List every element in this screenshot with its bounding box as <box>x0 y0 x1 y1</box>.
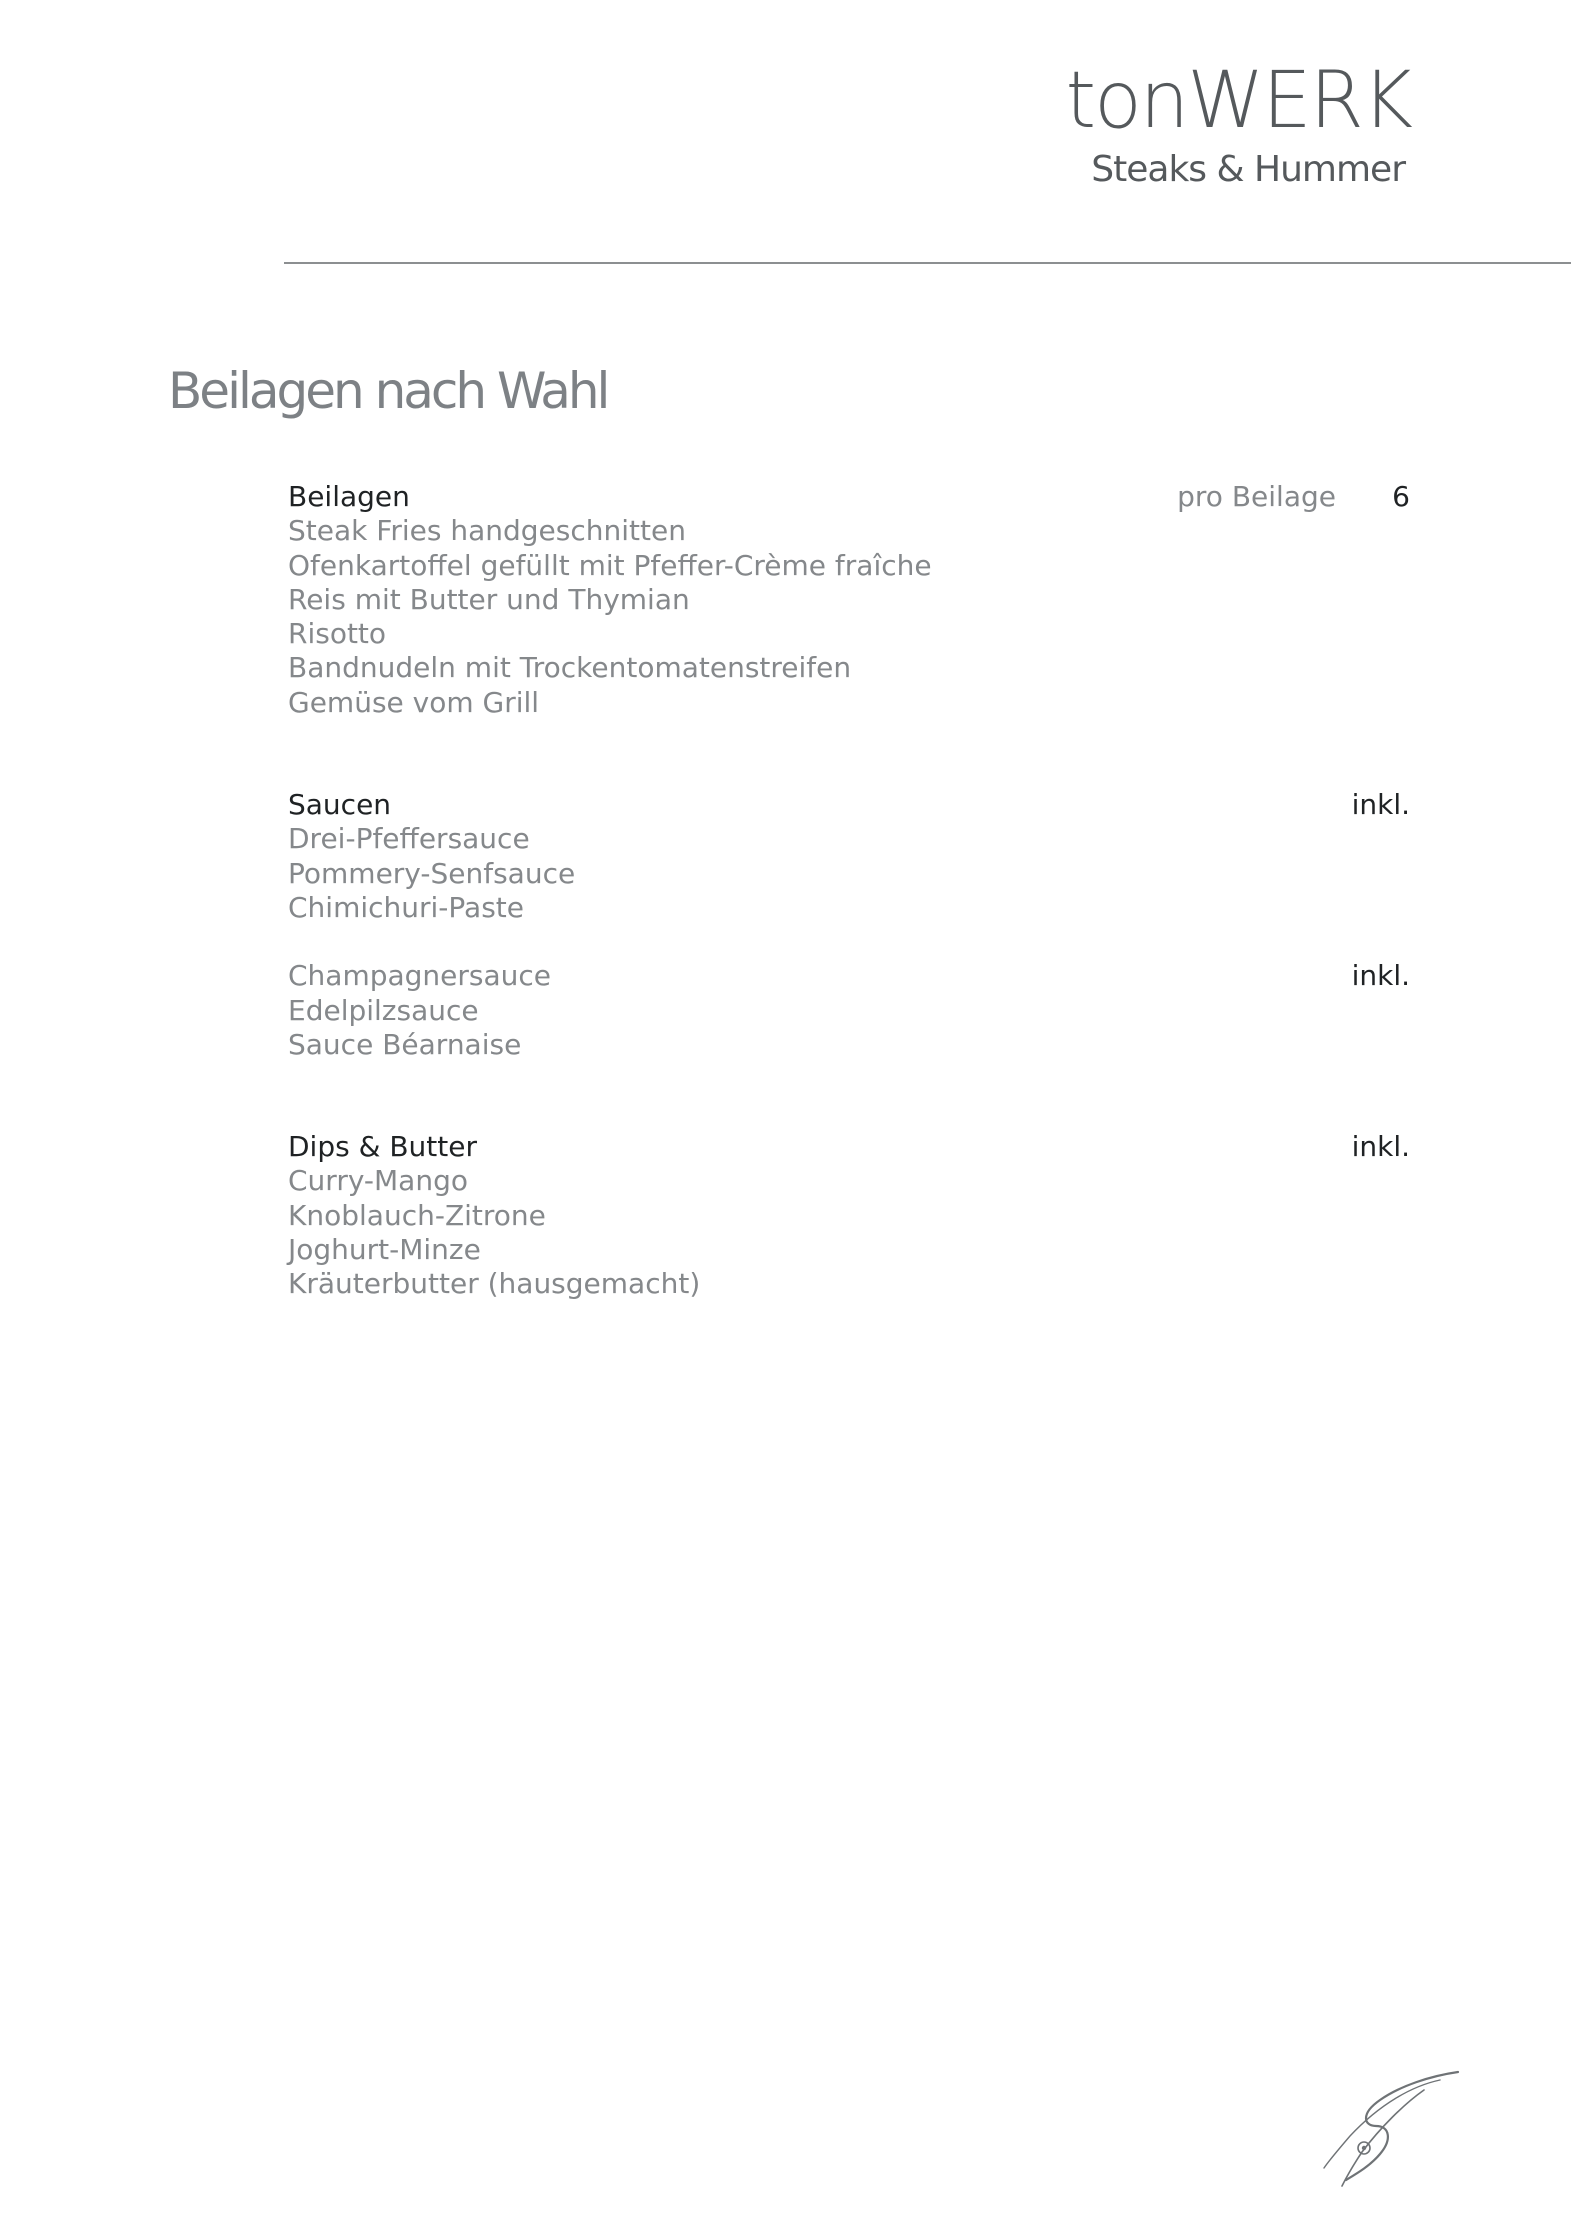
menu-section-saucen <box>288 788 1410 1062</box>
menu-item: Knoblauch-Zitrone <box>288 1198 546 1232</box>
brand-name: tonWERK <box>1065 56 1411 146</box>
menu-item: Pommery-Senfsauce <box>288 856 576 890</box>
menu-item: Kräuterbutter (hausgemacht) <box>288 1267 701 1301</box>
menu-item: Ofenkartoffel gefüllt mit Pfeffer-Crème fraîche <box>288 548 932 582</box>
menu-item: Sauce Béarnaise <box>288 1027 522 1061</box>
menu-heading: Beilagen <box>288 480 410 513</box>
menu-item: Edelpilzsauce <box>288 993 479 1027</box>
menu-item-row <box>288 959 1410 993</box>
price-value: inkl. <box>1351 959 1410 993</box>
header-divider <box>284 262 1571 264</box>
menu-item: Champagnersauce <box>288 959 552 993</box>
brand-tagline: Steaks & Hummer <box>1091 149 1405 190</box>
menu-section-dips <box>288 1130 1410 1301</box>
menu-item: Risotto <box>288 617 387 651</box>
menu-heading-row <box>288 1130 1410 1164</box>
menu-heading: Dips & Butter <box>288 1130 477 1164</box>
menu-group <box>288 1130 1410 1301</box>
page-title: Beilagen nach Wahl <box>168 362 608 420</box>
menu-heading-row <box>288 480 1410 514</box>
menu-item: Gemüse vom Grill <box>288 685 540 719</box>
menu-item: Bandnudeln mit Trockentomatenstreifen <box>288 651 852 685</box>
menu-group <box>288 788 1410 925</box>
menu-heading: Saucen <box>288 788 392 822</box>
menu-heading-row <box>288 788 1410 822</box>
menu-item: Joghurt-Minze <box>288 1233 481 1267</box>
menu-item: Chimichuri-Paste <box>288 890 524 924</box>
menu-list <box>288 480 1410 1370</box>
menu-item: Steak Fries handgeschnitten <box>288 514 686 548</box>
brand-emblem-icon <box>1320 2070 1460 2190</box>
menu-item: Reis mit Butter und Thymian <box>288 582 690 616</box>
price-value: inkl. <box>1351 1130 1410 1164</box>
brand-logo <box>1065 56 1412 190</box>
menu-item: Drei-Pfeffersauce <box>288 822 530 856</box>
price-value: 6 <box>1392 480 1410 513</box>
price-value: inkl. <box>1351 788 1410 822</box>
menu-section-beilagen <box>288 480 1410 720</box>
menu-group <box>288 959 1410 1062</box>
menu-group <box>288 480 1410 720</box>
price-unit: pro Beilage <box>1177 480 1336 513</box>
menu-item: Curry-Mango <box>288 1164 468 1198</box>
